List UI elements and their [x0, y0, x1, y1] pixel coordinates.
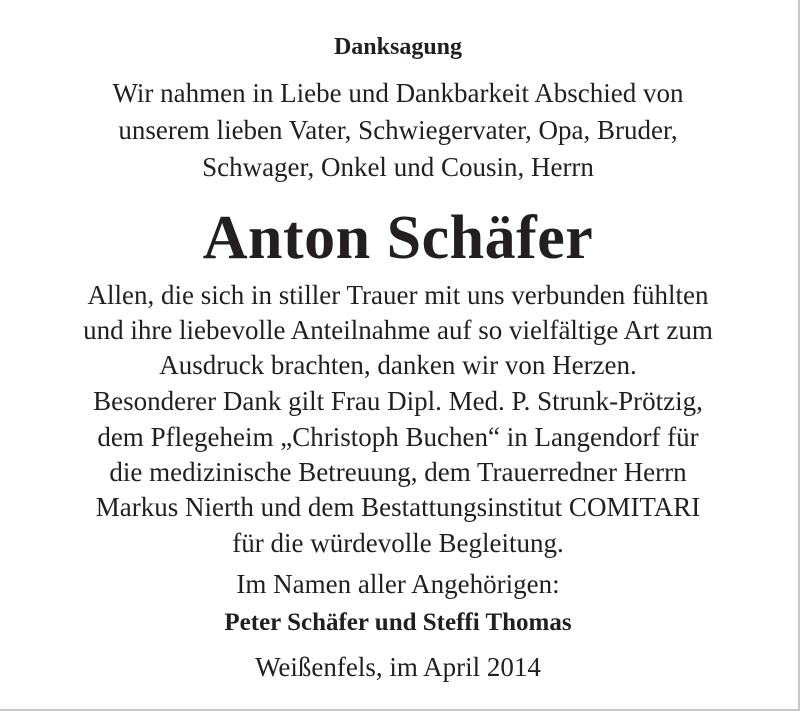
closing-line: Im Namen aller Angehörigen: [236, 569, 560, 599]
notice-heading: Danksagung [333, 34, 463, 60]
body-line: Allen, die sich in stiller Trauer mit uns verbunden fühlten [87, 280, 709, 310]
body-line: dem Pflegeheim „Christoph Buchen“ in Langendorf für [97, 422, 699, 452]
body-line: Ausdruck brachten, danken wir von Herzen. [159, 350, 637, 380]
deceased-name: Anton Schäfer [202, 204, 594, 272]
body-line: für die würdevolle Begleitung. [232, 528, 564, 558]
signers: Peter Schäfer und Steffi Thomas [224, 609, 572, 636]
body-line: und ihre liebevolle Anteilnahme auf so vielfältige Art zum [83, 315, 713, 345]
body-line: Besonderer Dank gilt Frau Dipl. Med. P. Strunk-Prötzig, [93, 386, 703, 416]
body-line: Markus Nierth und dem Bestattungsinstitut COMITARI [95, 492, 701, 522]
body-line: die medizinische Betreuung, dem Trauerredner Herrn [109, 457, 687, 487]
intro-line: Wir nahmen in Liebe und Dankbarkeit Abschied von [112, 78, 684, 108]
place-date: Weißenfels, im April 2014 [255, 652, 541, 682]
intro-line: unserem lieben Vater, Schwiegervater, Opa, Bruder, [118, 115, 678, 145]
intro-line: Schwager, Onkel und Cousin, Herrn [202, 152, 594, 182]
